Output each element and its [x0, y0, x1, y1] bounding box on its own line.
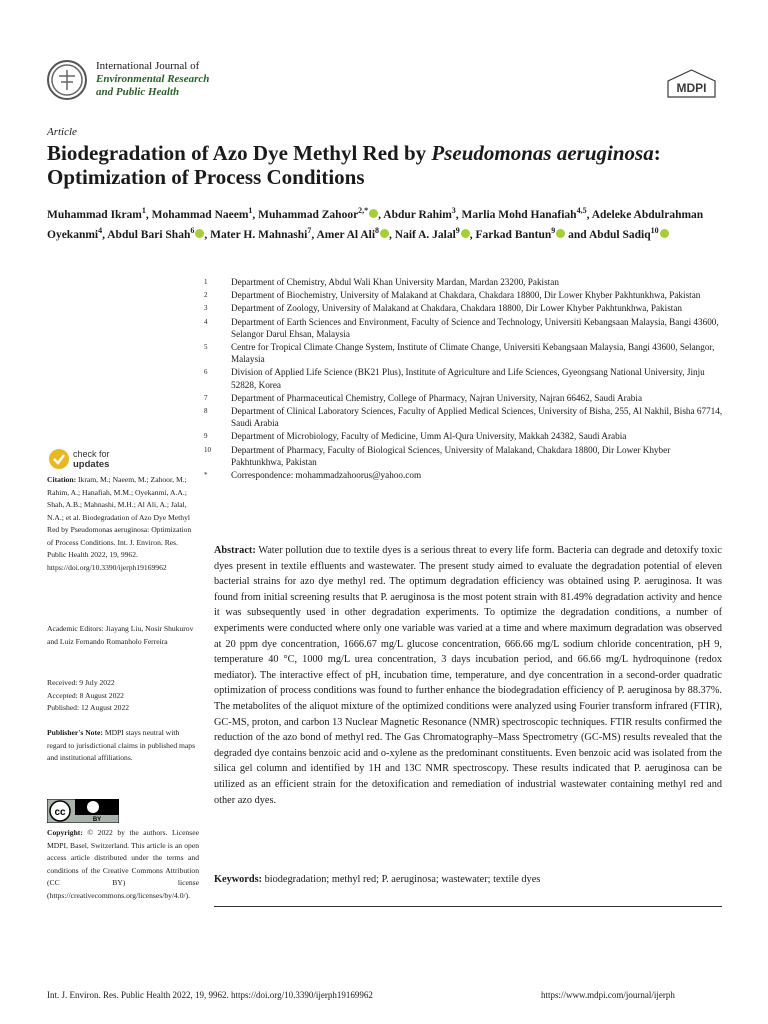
affiliation-text: Department of Biochemistry, University of Malakand at Chakdara, Chakdara 18800, Dir Lower Khyber Pakhtunkhwa, Pakistan	[231, 290, 701, 301]
author-affiliation-sup: 3	[451, 206, 456, 215]
journal-name-line1: International Journal of	[96, 60, 200, 72]
footer-citation: Int. J. Environ. Res. Public Health 2022, 19, 9962. https://doi.org/10.3390/ijerph19169962	[47, 990, 373, 1000]
check-updates-line1: check for	[73, 449, 110, 459]
date-accepted: Accepted: 8 August 2022	[47, 690, 124, 700]
affiliation-number: *	[204, 471, 208, 480]
author-name[interactable]: Adeleke Abdulrahman Oyekanmi	[47, 208, 704, 241]
affiliation-text: Department of Zoology, University of Malakand at Chakdara, Chakdara 18800, Dir Lower Khyber Pakhtunkhwa, Pakistan	[231, 303, 683, 314]
affiliation-item	[204, 289, 724, 301]
date-received: Received: 9 July 2022	[47, 678, 115, 687]
dates-block	[47, 677, 199, 715]
author-affiliation-sup: 1	[248, 206, 253, 215]
affiliation-text: Department of Microbiology, Faculty of Medicine, Umm Al-Qura University, Makkah 24382, Saudi Arabia	[231, 431, 627, 442]
cc-by-license-badge[interactable]	[47, 799, 119, 823]
keywords	[214, 873, 722, 887]
mdpi-logo	[666, 69, 717, 101]
affiliation-item	[204, 405, 724, 429]
affiliation-item	[204, 316, 724, 340]
author-name[interactable]: Naif A. Jalal	[394, 228, 456, 241]
affiliation-text: Department of Pharmacy, Faculty of Biological Sciences, University of Malakand, Chakdara 18800, Dir Lower Khyber Pakhtunkhwa, Pakistan	[231, 444, 671, 467]
orcid-icon[interactable]	[556, 229, 565, 238]
affiliation-item	[204, 366, 724, 390]
affiliation-number: 8	[204, 407, 208, 416]
affiliation-number: 6	[204, 368, 208, 377]
affiliation-item	[204, 444, 724, 468]
title-part1: Biodegradation of Azo Dye Methyl Red by	[47, 141, 432, 165]
author-affiliation-sup: 6	[190, 225, 195, 235]
affiliation-number: 7	[204, 393, 208, 402]
author-affiliation-sup: 9	[551, 225, 556, 235]
citation-label: Citation:	[47, 475, 77, 484]
paper-title	[47, 141, 727, 189]
journal-logo	[47, 60, 87, 100]
affiliation-item	[204, 341, 724, 365]
author-affiliation-sup: 7	[307, 225, 312, 235]
title-part2: : Optimization of Process Conditions	[47, 141, 661, 189]
author-name[interactable]: Mater H. Mahnashi	[210, 228, 308, 241]
editors-label: Academic Editors:	[47, 624, 104, 633]
affiliation-item	[204, 392, 724, 404]
copyright-label: Copyright:	[47, 828, 83, 837]
author-affiliation-sup: 9	[455, 225, 460, 235]
affiliation-item	[204, 276, 724, 288]
author-list: Muhammad Ikram$^1$, Mohammad Naeem$^1$, Muhammad Zahoor$^{2,*}$ , Abdur Rahim$^3$, Marlia Mohd Hanafiah$^{4,5}$, Adeleke Abdulrahman Oyekanmi$^4$, Abdul Bari Shah$^6$ , Mater H. Mahnashi$^7$, Amer Al Ali$^8$ , Naif A. Jalal$^9$ , Farkad Bantun$^9$ and Abdul Sadiq$^{10}$	[47, 206, 704, 241]
copyright-block	[47, 827, 199, 902]
affiliation-text: Correspondence: mohammadzahoorus@yahoo.com	[231, 470, 422, 481]
citation-text: Ikram, M.; Naeem, M.; Zahoor, M.; Rahim, A.; Hanafiah, M.M.; Oyekanmi, A.A.; Shah, A.B.; Mahnashi, M.H.; Al Ali, A.; Jalal, N.A.; et al. Biodegradation of Azo Dye Methyl Red by Pseudomonas aeruginosa: Optimization of Process Conditions. Int. J. Environ. Res. Public Health 2022, 19, 9962. https://doi.org/10.3390/ijerph19169962	[47, 475, 192, 572]
abstract-label: Abstract:	[214, 545, 256, 556]
author-name[interactable]: Abdur Rahim	[383, 208, 452, 221]
author-name[interactable]: Mohammad Naeem	[151, 208, 249, 221]
affiliation-item	[204, 469, 724, 481]
check-for-updates-badge[interactable]	[47, 446, 147, 472]
orcid-icon[interactable]	[660, 229, 669, 238]
author-affiliation-sup: 2,*	[358, 206, 369, 215]
keywords-label: Keywords:	[214, 874, 263, 885]
affiliation-text: Department of Chemistry, Abdul Wali Khan University Mardan, Mardan 23200, Pakistan	[231, 277, 559, 287]
affiliation-text: Department of Pharmaceutical Chemistry, College of Pharmacy, Najran University, Najran 66462, Saudi Arabia	[231, 392, 643, 403]
check-updates-line2: updates	[73, 459, 110, 470]
publisher-note-label: Publisher's Note:	[47, 728, 103, 737]
author-name[interactable]: Farkad Bantun	[475, 228, 552, 241]
journal-name	[96, 60, 209, 99]
date-published: Published: 12 August 2022	[47, 703, 130, 712]
cc-badge-by: BY	[92, 817, 102, 823]
affiliation-number: 2	[204, 291, 208, 300]
author-affiliation-sup: 8	[375, 225, 380, 235]
affiliation-item	[204, 430, 724, 442]
journal-name-line3: and Public Health	[96, 86, 180, 98]
affiliation-number: 1	[204, 278, 208, 286]
author-name[interactable]: Abdul Sadiq	[588, 228, 651, 241]
affiliation-number: 9	[204, 432, 208, 441]
affiliations	[204, 276, 724, 482]
author-name[interactable]: Amer Al Ali	[316, 228, 376, 241]
section-divider	[214, 906, 722, 907]
author-name[interactable]: Marlia Mohd Hanafiah	[461, 208, 577, 221]
affiliation-text: Division of Applied Life Science (BK21 Plus), Institute of Agriculture and Life Sciences, Gyeongsang National University, Jinju 52828, Korea	[231, 367, 705, 390]
affiliation-number: 5	[204, 343, 208, 352]
author-affiliation-sup: 4,5	[576, 206, 587, 215]
article-type: Article	[47, 126, 77, 138]
affiliation-text: Department of Earth Sciences and Environment, Faculty of Science and Technology, Universiti Kebangsaan Malaysia, Bangi 43600, Selangor Darul Ehsan, Malaysia	[231, 316, 719, 339]
publisher-note	[47, 727, 199, 765]
affiliation-text: Department of Clinical Laboratory Sciences, Faculty of Applied Medical Sciences, University of Bisha, 255, Al Nakhil, Bisha 67714, Saudi Arabia	[231, 406, 723, 429]
copyright-text: © 2022 by the authors. Licensee MDPI, Basel, Switzerland. This article is an open access article distributed under the terms and conditions of the Creative Commons Attribution (CC BY) license (https://creativecommons.org/licenses/by/4.0/).	[47, 828, 199, 900]
title-italic: Pseudomonas aeruginosa	[431, 141, 654, 165]
orcid-icon[interactable]	[380, 229, 389, 238]
footer-journal-link[interactable]: https://www.mdpi.com/journal/ijerph	[541, 990, 675, 1000]
mdpi-logo-text: MDPI	[676, 81, 707, 95]
keywords-text: biodegradation; methyl red; P. aeruginosa; wastewater; textile dyes	[264, 874, 541, 885]
author-affiliation-sup: 4	[98, 225, 103, 235]
author-name[interactable]: Abdul Bari Shah	[107, 228, 191, 241]
affiliation-item	[204, 302, 724, 314]
journal-emblem-icon	[49, 62, 85, 98]
author-name[interactable]: Muhammad Zahoor	[258, 208, 359, 221]
publisher-note-text: MDPI stays neutral with regard to jurisdictional claims in published maps and institutional affiliations.	[47, 728, 196, 762]
citation-block	[47, 474, 199, 574]
author-affiliation-sup: 1	[141, 206, 146, 215]
orcid-icon[interactable]	[461, 229, 470, 238]
abstract	[214, 543, 722, 808]
author-name[interactable]: Muhammad Ikram	[47, 208, 142, 221]
affiliation-number: 3	[204, 304, 208, 313]
journal-name-line2: Environmental Research	[96, 73, 210, 85]
author-affiliation-sup: 10	[650, 225, 659, 235]
affiliation-number: 4	[204, 317, 208, 326]
affiliation-text: Centre for Tropical Climate Change System, Institute of Climate Change, Universiti Kebangsaan Malaysia, Bangi 43600, Selangor, Malaysia	[231, 342, 715, 365]
academic-editors	[47, 623, 199, 648]
editors-text: Jiayang Liu, Nosir Shukurov and Luiz Fernando Romanholo Ferreira	[47, 624, 194, 646]
affiliation-number: 10	[204, 445, 211, 454]
orcid-icon[interactable]	[195, 229, 204, 238]
abstract-text: Water pollution due to textile dyes is a serious threat to every life form. Bacteria can degrade and detoxify toxic dyes present in textile effluents and wastewater. The present study aimed to evaluate the degradation potential of eleven bacterial strains for azo dye methyl red. The optimum degradation efficiency was obtained using P. aeruginosa. It was found from initial screening results that P. aeruginosa is the most potent strain with 81.49% degradation activity and hence it was subsequently used in other degradation experiments. To optimize the degradation conditions, a number of experiments were conducted where only one variable was varied at a time and where maximum degradation was observed at 20 ppm dye concentration, 1666.67 mg/L glucose concentration, 666.66 mg/L sodium chloride concentration, pH 9, temperature 40 °C, 1000 mg/L urea concentration, 3 days incubation period, and 66.66 mg/L hydroquinone (redox mediator). The interactive effect of pH, incubation time, temperature, and dye concentration in a second-order quadratic optimization of process conditions was found to further enhance the biodegradation efficiency of P. aeruginosa by 88.37%. The metabolites of the aliquot mixture of the optimized conditions were analyzed using Fourier transform infrared (FTIR), GC-MS, proton, and carbon 13 Nuclear Magnetic Resonance (NMR) spectroscopic techniques. FTIR results confirmed the reduction of the azo bond of methyl red. The Gas Chromatography–Mass Spectrometry (GC-MS) results revealed that the degraded dye contains benzoic acid and o-xylene as the predominant constituents. Even benzoic acid was isolated from the silica gel column and identified by 1H and 13C NMR spectroscopy. These results indicated that P. aeruginosa can be utilized as an efficient strain for the detoxification and remediation of industrial wastewater containing methyl red and other azo dyes.	[214, 545, 722, 806]
cc-badge-cc: cc	[54, 807, 66, 818]
orcid-icon[interactable]	[369, 209, 378, 218]
